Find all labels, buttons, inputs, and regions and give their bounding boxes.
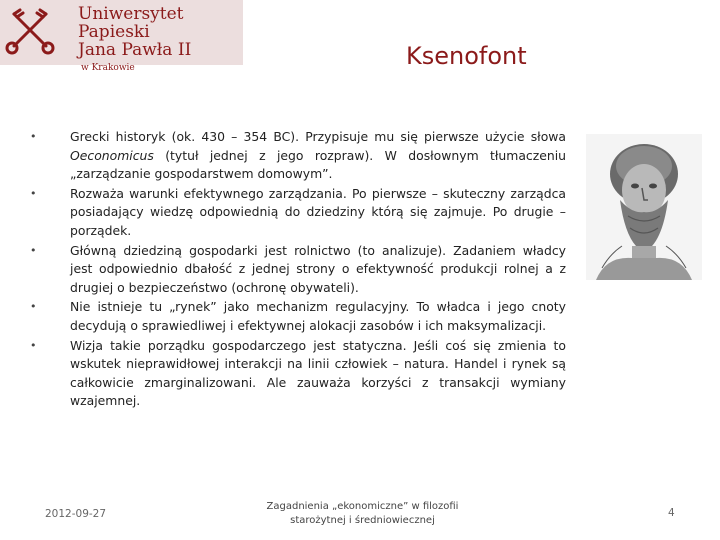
footer-subtitle-line-1: Zagadnienia „ekonomiczne” w filozofii (266, 501, 459, 512)
bullet-text: Grecki historyk (ok. 430 – 354 BC). Przypisuje mu się pierwsze użycie słowa (70, 129, 566, 144)
bullet-item (28, 128, 566, 184)
bullet-item (28, 185, 566, 241)
slide-title: Ksenofont (406, 42, 527, 70)
footer-subtitle-line-2: starożytnej i średniowiecznej (290, 515, 435, 526)
bullet-item (28, 337, 566, 411)
university-name-line-1: Uniwersytet Papieski (78, 4, 184, 42)
bullet-list (28, 128, 566, 412)
university-logo (0, 0, 243, 73)
footer-subtitle (255, 500, 470, 528)
page-number: 4 (668, 507, 675, 519)
bullet-dot: • (30, 300, 37, 314)
bullet-dot: • (30, 186, 37, 200)
bullet-text: (tytuł jednej z jego rozpraw). W dosłownym tłumaczeniu „zarządzanie gospodarstwem domowym”. (70, 147, 566, 182)
bullet-dot: • (30, 243, 37, 257)
bullet-text: Nie istnieje tu „rynek” jako mechanizm regulacyjny. To władca i jego cnoty decydują o sprawiedliwej i efektywnej alokacji zasobów i ich maksymalizacji. (70, 299, 566, 333)
university-name-line-2: Jana Pawła II (78, 39, 192, 60)
bust-portrait-image (586, 134, 702, 280)
bullet-dot: • (30, 338, 37, 352)
bullet-item (28, 242, 566, 298)
university-name-line-3: w Krakowie (81, 62, 135, 73)
footer-date: 2012-09-27 (45, 508, 107, 520)
bullet-text: Główną dziedziną gospodarki jest rolnictwo (to analizuje). Zadaniem władcy jest odpowiednio dbałość z jednej strony o efektywność produkcji rolnej a z drugiej o bezpieczeństwo (ochronę obywateli). (70, 242, 566, 295)
bullet-item (28, 298, 566, 335)
bullet-italic-term: Oeconomicus (70, 147, 154, 163)
bullet-dot: • (30, 130, 37, 143)
crossed-keys-icon (4, 4, 56, 56)
bullet-text: Wizja takie porządku gospodarczego jest statyczna. Jeśli coś się zmienia to wskutek nieprawidłowej interakcji na linii człowiek – natura. Handel i rynek są całkowicie zmarginalizowani. Ale zauważa korzyści z transakcji wymiany wzajemnej. (70, 337, 566, 409)
university-name (78, 6, 243, 73)
bullet-text: Rozważa warunki efektywnego zarządzania. Po pierwsze – skuteczny zarządca posiadający wiedzę odpowiednią do dziedziny którą się zajmuje. Po drugie – porządek. (70, 185, 566, 238)
